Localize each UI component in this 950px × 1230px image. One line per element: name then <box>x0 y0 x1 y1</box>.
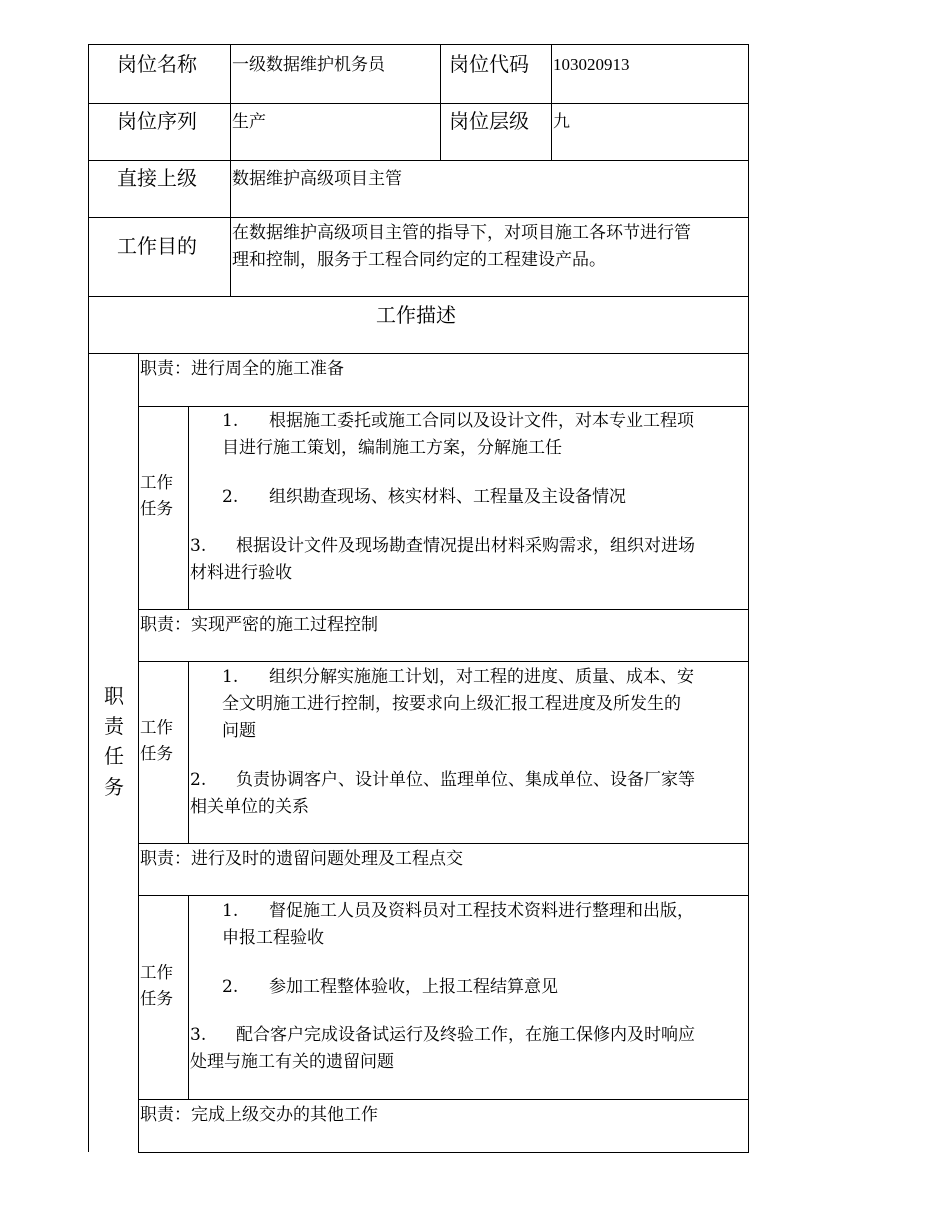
task-line: 全文明施工进行控制，按要求向上级汇报工程进度及所发生的 <box>222 694 681 714</box>
task-label: 工作 <box>140 963 173 982</box>
task-line: 相关单位的关系 <box>190 797 309 817</box>
task-label: 工作 <box>140 473 173 492</box>
task-number: 3. <box>190 1025 207 1045</box>
duty-title: 职责：实现严密的施工过程控制 <box>140 615 378 635</box>
task-line: 根据设计文件及现场勘查情况提出材料采购需求，组织对进场 <box>236 536 695 556</box>
task-number: 1. <box>222 411 239 431</box>
post-level-value: 九 <box>553 112 570 132</box>
purpose-line-1: 在数据维护高级项目主管的指导下，对项目施工各环节进行管 <box>232 223 691 243</box>
task-line: 问题 <box>222 721 256 741</box>
task-line: 目进行施工策划，编制施工方案，分解施工任 <box>222 438 562 458</box>
task-line: 处理与施工有关的遗留问题 <box>190 1052 394 1072</box>
purpose-line-2: 理和控制，服务于工程合同约定的工程建设产品。 <box>232 250 606 270</box>
post-name-value: 一级数据维护机务员 <box>232 55 385 75</box>
duty-title: 职责：进行及时的遗留问题处理及工程点交 <box>140 849 463 869</box>
task-number: 2. <box>190 770 207 790</box>
task-line: 负责协调客户、设计单位、监理单位、集成单位、设备厂家等 <box>236 770 695 790</box>
task-line: 配合客户完成设备试运行及终验工作，在施工保修内及时响应 <box>236 1025 695 1045</box>
side-label-char: 职 <box>104 684 124 708</box>
task-line: 材料进行验收 <box>190 563 292 583</box>
duty-title: 职责：完成上级交办的其他工作 <box>140 1105 378 1125</box>
superior-label: 直接上级 <box>117 166 197 190</box>
task-label: 任务 <box>140 989 173 1008</box>
task-number: 2. <box>222 487 239 507</box>
side-label-char: 责 <box>104 714 124 738</box>
post-name-label: 岗位名称 <box>117 52 197 76</box>
post-series-label: 岗位序列 <box>117 109 197 133</box>
post-series-value: 生产 <box>232 112 266 132</box>
side-label-char: 任 <box>104 744 124 768</box>
duty-title: 职责：进行周全的施工准备 <box>140 359 344 379</box>
task-number: 3. <box>190 536 207 556</box>
task-line: 参加工程整体验收，上报工程结算意见 <box>269 977 558 997</box>
task-line: 督促施工人员及资料员对工程技术资料进行整理和出版， <box>269 901 694 921</box>
side-label-char: 务 <box>104 775 124 799</box>
post-code-label: 岗位代码 <box>449 52 529 76</box>
task-line: 申报工程验收 <box>222 928 324 948</box>
task-number: 2. <box>222 977 239 997</box>
section-title: 工作描述 <box>376 303 456 327</box>
task-label: 工作 <box>140 718 173 737</box>
task-number: 1. <box>222 901 239 921</box>
task-number: 1. <box>222 667 239 687</box>
post-code-value: 103020913 <box>553 55 630 74</box>
task-label: 任务 <box>140 499 173 518</box>
task-line: 组织勘查现场、核实材料、工程量及主设备情况 <box>269 487 626 507</box>
post-level-label: 岗位层级 <box>449 109 529 133</box>
superior-value: 数据维护高级项目主管 <box>232 169 402 189</box>
purpose-label: 工作目的 <box>117 234 197 258</box>
task-line: 组织分解实施施工计划，对工程的进度、质量、成本、安 <box>269 667 694 687</box>
task-line: 根据施工委托或施工合同以及设计文件，对本专业工程项 <box>269 411 694 431</box>
task-label: 任务 <box>140 744 173 763</box>
